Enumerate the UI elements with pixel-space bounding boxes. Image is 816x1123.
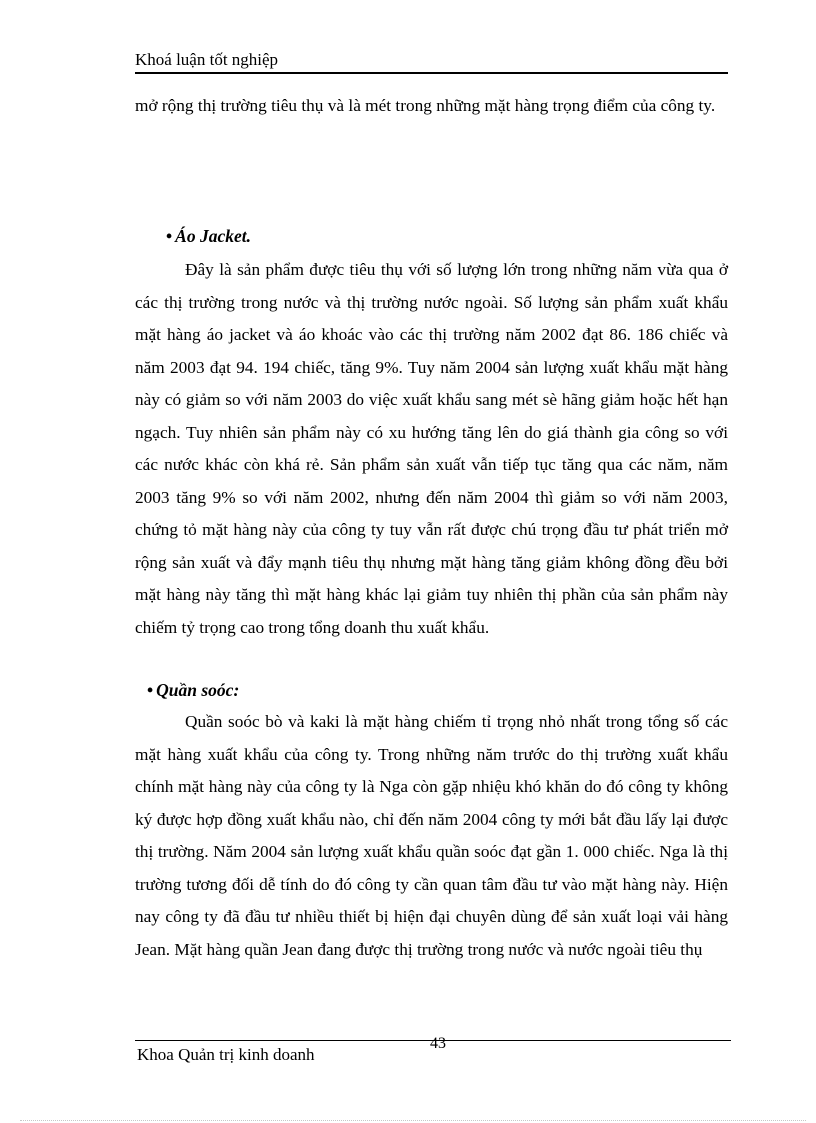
bullet-icon: • [147, 680, 154, 700]
intro-paragraph: mở rộng thị trường tiêu thụ và là mét trong những mặt hàng trọng điểm của công ty. [135, 96, 716, 115]
section-heading-shorts [147, 677, 239, 703]
page-footer [135, 1035, 731, 1071]
section-heading-jacket [166, 223, 251, 249]
page-number: 43 [430, 1035, 446, 1052]
heading-text: Quần soóc: [156, 680, 240, 700]
shorts-paragraph: Quần soóc bò và kaki là mặt hàng chiếm tỉ trọng nhỏ nhất trong tổng số các mặt hàng xuất khẩu của công ty. Trong những năm trước do thị trường xuất khẩu chính mặt hàng này của công ty là Nga còn gặp nhiệu khó khăn do đó công ty không ký được hợp đồng xuất khẩu nào, chỉ đến năm 2004 công ty mới bắt đầu lấy lại được thị trường. Năm 2004 sản lượng xuất khẩu quần soóc đạt gần 1. 000 chiếc. Nga là thị trường tương đối dễ tính do đó công ty cần quan tâm đầu tư vào mặt hàng này. Hiện nay công ty đã đầu tư nhiều thiết bị hiện đại chuyên dùng để sản xuất loại vải hàng Jean. Mặt hàng quần Jean đang được thị trường trong nước và nước ngoài tiêu thụ [135, 712, 728, 959]
jacket-paragraph: Đây là sản phẩm được tiêu thụ với số lượng lớn trong những năm vừa qua ở các thị trường trong nước và thị trường nước ngoài. Số lượng sản phẩm xuất khẩu mặt hàng áo jacket và áo khoác vào các thị trường năm 2002 đạt 86. 186 chiếc và năm 2003 đạt 94. 194 chiếc, tăng 9%. Tuy năm 2004 sản lượng xuất khẩu mặt hàng này có giảm so với năm 2003 do việc xuất khẩu sang mét sè hãng giảm hoặc hết hạn ngạch. Tuy nhiên sản phẩm này có xu hướng tăng lên do giá thành gia công so với các nước khác còn khá rẻ. Sản phẩm sản xuất vẫn tiếp tục tăng qua các năm, năm 2003 tăng 9% so với năm 2002, nhưng đến năm 2004 thì giảm so với năm 2003, chứng tỏ mặt hàng này của công ty tuy vẫn rất được chú trọng đầu tư phát triển mở rộng sản xuất và đẩy mạnh tiêu thụ nhưng mặt hàng tăng giảm không đồng đều bởi mặt hàng này tăng thì mặt hàng khác lại giảm tuy nhiên thị phần của sản phẩm này chiếm tỷ trọng cao trong tổng doanh thu xuất khẩu. [135, 260, 728, 637]
heading-text: Áo Jacket. [175, 226, 251, 246]
footer-faculty: Khoa Quản trị kinh doanh [137, 1045, 315, 1064]
page-edge-divider [20, 1120, 806, 1121]
bullet-icon: • [166, 226, 173, 246]
header-title: Khoá luận tốt nghiệp [135, 50, 279, 69]
page-header [135, 50, 728, 74]
